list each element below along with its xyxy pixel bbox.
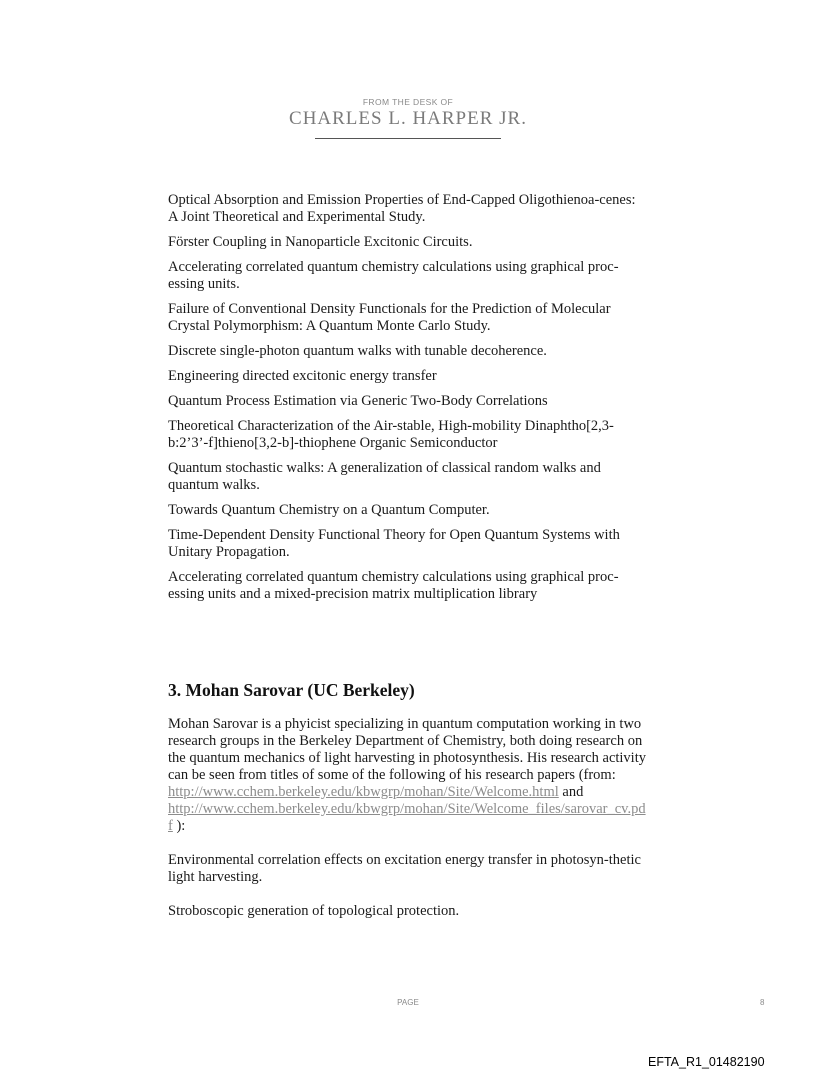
section-body: [168, 716, 648, 920]
section-number: 3.: [168, 680, 182, 700]
publication-item: Failure of Conventional Density Functionals for the Prediction of Molecular Crystal Polymorphism: A Quantum Monte Carlo Study.: [168, 301, 611, 334]
section-title: Mohan Sarovar (UC Berkeley): [185, 680, 415, 700]
publication-list: [168, 192, 648, 611]
publication-item: Towards Quantum Chemistry on a Quantum Computer.: [168, 502, 490, 518]
footer-page-number: 8: [760, 998, 765, 1007]
publication-item: Discrete single-photon quantum walks with tunable decoherence.: [168, 343, 547, 359]
publication-item: Accelerating correlated quantum chemistry calculations using graphical proc-essing units.: [168, 259, 619, 292]
footer-page-label: PAGE: [397, 998, 419, 1007]
paper-title: Environmental correlation effects on excitation energy transfer in photosyn-thetic light harvesting.: [168, 852, 641, 885]
and-text: and: [558, 784, 584, 800]
publication-item: Accelerating correlated quantum chemistry calculations using graphical proc-essing units and a mixed-precision matrix multiplication library: [168, 569, 619, 602]
section-heading: [168, 680, 415, 700]
publication-item: Quantum Process Estimation via Generic Two-Body Correlations: [168, 393, 548, 409]
cv-pdf-link[interactable]: http://www.cchem.berkeley.edu/kbwgrp/mohan/Site/Welcome_files/sarovar_cv.pdf: [168, 801, 646, 834]
letterhead-rule: [315, 138, 501, 139]
publication-item: Optical Absorption and Emission Properties of End-Capped Oligothienoa-cenes: A Joint Theoretical and Experimental Study.: [168, 192, 636, 225]
publication-item: Theoretical Characterization of the Air-stable, High-mobility Dinaphtho[2,3-b:2’3’-f]thieno[3,2-b]-thiophene Organic Semiconductor: [168, 418, 614, 451]
letterhead-name: CHARLES L. HARPER JR.: [289, 108, 527, 129]
document-stamp: EFTA_R1_01482190: [648, 1055, 765, 1069]
publication-item: Förster Coupling in Nanoparticle Excitonic Circuits.: [168, 234, 473, 250]
paper-title: Stroboscopic generation of topological protection.: [168, 903, 460, 919]
letterhead-from: FROM THE DESK OF: [362, 97, 454, 107]
publication-item: Time-Dependent Density Functional Theory for Open Quantum Systems with Unitary Propagation.: [168, 527, 620, 560]
publication-item: Engineering directed excitonic energy transfer: [168, 368, 437, 384]
publication-item: Quantum stochastic walks: A generalization of classical random walks and quantum walks.: [168, 460, 601, 493]
close-text: ):: [172, 818, 186, 834]
welcome-page-link[interactable]: http://www.cchem.berkeley.edu/kbwgrp/mohan/Site/Welcome.html: [168, 784, 559, 800]
letterhead: [0, 97, 816, 139]
section-intro: [168, 716, 648, 835]
intro-text: Mohan Sarovar is a phyicist specializing in quantum computation working in two research groups in the Berkeley Department of Chemistry, both doing research on the quantum mechanics of light harvesting in photosynthesis. His research activity can be seen from titles of some of the following of his research papers (from:: [168, 716, 646, 783]
